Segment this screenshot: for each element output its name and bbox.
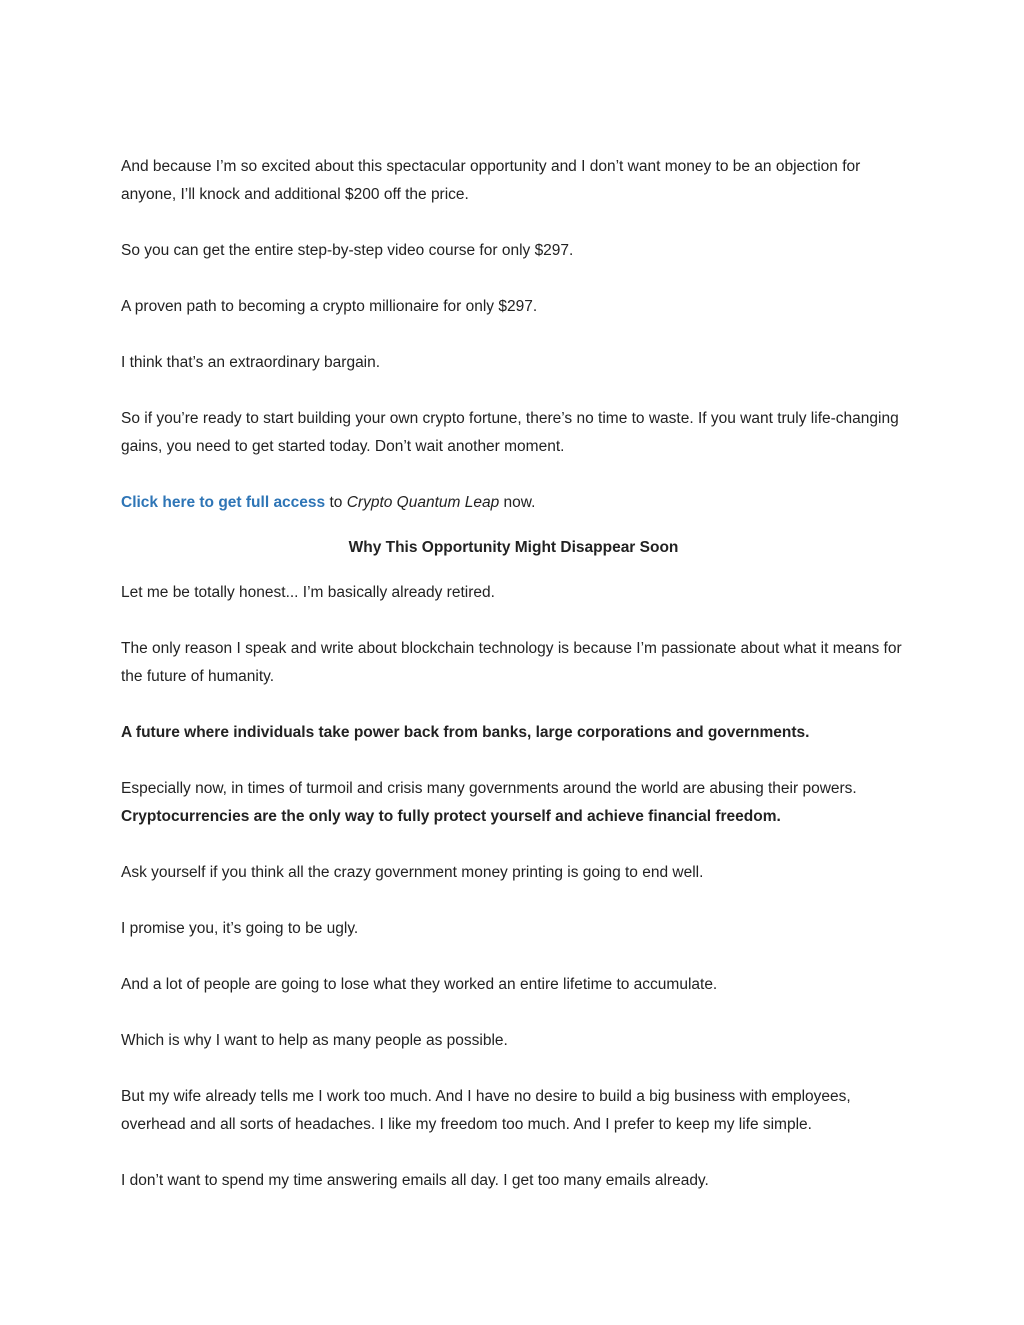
paragraph-retired: Let me be totally honest... I’m basically already retired.: [121, 584, 495, 601]
governments-text: Especially now, in times of turmoil and crisis many governments around the world are abusing their powers.: [121, 780, 857, 797]
paragraph-discount: And because I’m so excited about this spectacular opportunity and I don’t want money to be an objection for anyone, I’ll knock and additional $200 off the price.: [121, 158, 861, 203]
paragraph-lose: And a lot of people are going to lose what they worked an entire lifetime to accumulate.: [121, 976, 718, 993]
paragraph-bargain: I think that’s an extraordinary bargain.: [121, 354, 381, 371]
cta-middle-text: to: [325, 494, 347, 511]
full-access-link[interactable]: Click here to get full access: [121, 494, 326, 511]
governments-bold-text: Cryptocurrencies are the only way to fully protect yourself and achieve financial freedom.: [121, 808, 781, 825]
document-body: [121, 153, 906, 1223]
paragraph-future: A future where individuals take power back from banks, large corporations and governments.: [121, 724, 810, 741]
paragraph-price: So you can get the entire step-by-step video course for only $297.: [121, 242, 574, 259]
product-name: Crypto Quantum Leap: [346, 494, 500, 511]
paragraph-passion: The only reason I speak and write about blockchain technology is because I’m passionate about what it means for the future of humanity.: [121, 640, 902, 685]
paragraph-wife: But my wife already tells me I work too much. And I have no desire to build a big business with employees, overhead and all sorts of headaches. I like my freedom too much. And I prefer to keep my life simple.: [121, 1088, 851, 1133]
paragraph-help: Which is why I want to help as many people as possible.: [121, 1032, 508, 1049]
paragraph-emails: I don’t want to spend my time answering emails all day. I get too many emails already.: [121, 1172, 709, 1189]
cta-tail-text: now.: [499, 494, 536, 511]
section-heading: Why This Opportunity Might Disappear Soon: [348, 539, 679, 556]
paragraph-printing: Ask yourself if you think all the crazy government money printing is going to end well.: [121, 864, 704, 881]
cta-paragraph: [121, 489, 906, 517]
paragraph-ready: So if you’re ready to start building your own crypto fortune, there’s no time to waste. If you want truly life-changing gains, you need to get started today. Don’t wait another moment.: [121, 410, 899, 455]
paragraph-ugly: I promise you, it’s going to be ugly.: [121, 920, 359, 937]
paragraph-governments: [121, 775, 906, 831]
paragraph-proven-path: A proven path to becoming a crypto millionaire for only $297.: [121, 298, 538, 315]
